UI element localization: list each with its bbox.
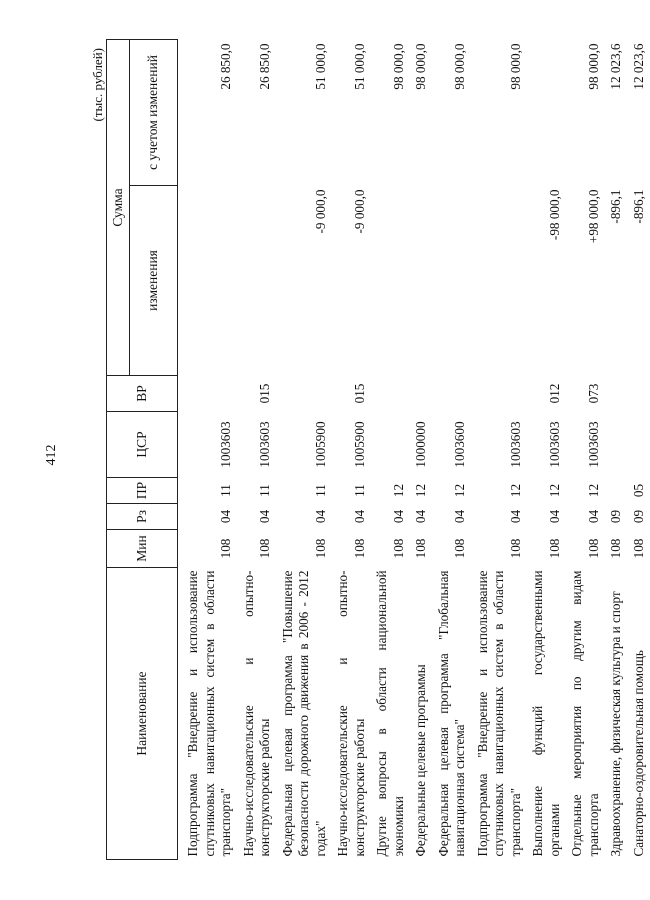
table-row xyxy=(182,39,238,859)
table-row xyxy=(433,39,472,859)
row-name: Федеральная целевая программа "Глобальная навигационная система" xyxy=(435,570,467,857)
row-pr: 11 xyxy=(351,484,367,497)
row-csr xyxy=(628,412,650,478)
row-rz: 04 xyxy=(546,509,562,524)
row-rz: 09 xyxy=(630,509,646,524)
header-with-change: с учетом изменений xyxy=(130,39,178,185)
table-row xyxy=(371,39,410,859)
row-total: 98 000,0 xyxy=(390,43,406,90)
row-min: 108 xyxy=(608,538,623,559)
row-min: 108 xyxy=(413,538,428,559)
row-vr: 012 xyxy=(546,383,562,404)
row-vr: 015 xyxy=(257,383,272,404)
row-rz: 04 xyxy=(218,509,233,524)
row-change: -896,1 xyxy=(608,189,623,224)
row-min: 108 xyxy=(546,538,562,559)
row-total: 98 000,0 xyxy=(585,43,601,90)
row-name: Подпрограмма "Внедрение и использование спутниковых навигационных систем в области транспорта" xyxy=(474,570,523,857)
row-min: 108 xyxy=(218,538,233,559)
document-sheet xyxy=(90,40,646,860)
row-total: 98 000,0 xyxy=(507,43,523,90)
row-csr: 1003603 xyxy=(218,421,233,468)
header-pr: ПР xyxy=(107,478,178,504)
table-row xyxy=(566,39,605,859)
table-row xyxy=(410,39,433,859)
row-min: 108 xyxy=(257,538,272,559)
row-rz: 09 xyxy=(608,509,623,524)
row-pr xyxy=(605,478,628,504)
row-csr: 1005900 xyxy=(312,421,328,468)
row-pr: 12 xyxy=(546,483,562,498)
table-body xyxy=(178,39,650,859)
table-row xyxy=(628,39,650,859)
row-total: 98 000,0 xyxy=(413,43,428,90)
row-pr: 12 xyxy=(507,483,523,498)
budget-table xyxy=(106,39,650,860)
table-row xyxy=(277,39,333,859)
row-pr: 11 xyxy=(312,484,328,497)
units-label: (тыс. рублей) xyxy=(90,48,105,122)
header-csr: ЦСР xyxy=(107,412,178,478)
row-vr xyxy=(182,376,238,412)
row-change: -9 000,0 xyxy=(312,189,328,234)
row-min: 108 xyxy=(507,538,523,559)
header-rz: Рз xyxy=(107,504,178,530)
row-change: -9 000,0 xyxy=(351,189,367,234)
row-name: Подпрограмма "Внедрение и использование спутниковых навигационных систем в области транспорта" xyxy=(185,570,233,857)
row-change xyxy=(182,186,238,376)
row-total: 12 023,6 xyxy=(630,43,646,90)
page-number: 412 xyxy=(44,444,59,466)
row-rz: 04 xyxy=(351,509,367,524)
row-csr: 1000000 xyxy=(413,421,428,468)
header-change: изменения xyxy=(130,186,178,376)
header-sum: Сумма xyxy=(107,39,130,375)
row-name: Выполнение функций государственными органами xyxy=(530,570,562,857)
row-name: Федеральная целевая программа "Повышение безопасности дорожного движения в 2006 - 2012 годах" xyxy=(279,570,328,857)
row-total: 26 850,0 xyxy=(257,43,272,90)
row-rz: 04 xyxy=(452,509,467,524)
row-change: -896,1 xyxy=(630,189,646,224)
row-csr: 1003603 xyxy=(507,421,523,468)
row-min: 108 xyxy=(452,538,467,559)
row-vr: 015 xyxy=(351,383,367,404)
row-pr: 12 xyxy=(390,483,406,498)
row-min: 108 xyxy=(351,538,367,559)
row-csr xyxy=(371,412,410,478)
row-total: 51 000,0 xyxy=(312,43,328,90)
row-name: Здравоохранение, физическая культура и спорт xyxy=(608,591,623,857)
row-vr xyxy=(433,376,472,412)
row-vr: 073 xyxy=(585,383,601,404)
row-rz: 04 xyxy=(413,509,428,524)
row-change xyxy=(433,186,472,376)
row-vr xyxy=(605,376,628,412)
row-csr: 1005900 xyxy=(351,421,367,468)
header-vr: ВР xyxy=(107,376,178,412)
row-min: 108 xyxy=(390,538,406,559)
row-total: 98 000,0 xyxy=(452,43,467,90)
row-min: 108 xyxy=(630,538,646,559)
row-rz: 04 xyxy=(585,509,601,524)
row-name: Другие вопросы в области национальной экономики xyxy=(374,570,406,857)
row-pr: 05 xyxy=(630,483,646,498)
header-min: Мин xyxy=(107,530,178,568)
row-pr: 11 xyxy=(218,484,233,497)
row-pr: 12 xyxy=(413,483,428,498)
row-name: Научно-исследовательские и опытно-конструкторские работы xyxy=(335,570,367,857)
row-change xyxy=(410,186,433,376)
row-csr xyxy=(605,412,628,478)
row-csr: 1003603 xyxy=(257,421,272,468)
header-name: Наименование xyxy=(107,568,178,860)
row-csr: 1003603 xyxy=(585,421,601,468)
row-change xyxy=(371,186,410,376)
row-min: 108 xyxy=(312,538,328,559)
row-vr xyxy=(371,376,410,412)
table-header xyxy=(107,39,178,859)
table-row xyxy=(332,39,371,859)
row-total xyxy=(527,39,566,185)
row-rz: 04 xyxy=(390,509,406,524)
row-name: Федеральные целевые программы xyxy=(413,664,428,857)
row-total: 51 000,0 xyxy=(351,43,367,90)
row-rz: 04 xyxy=(257,509,272,524)
row-change xyxy=(472,186,528,376)
row-pr: 11 xyxy=(257,484,272,497)
row-csr: 1003600 xyxy=(452,421,467,468)
row-total: 26 850,0 xyxy=(218,43,233,90)
table-row xyxy=(527,39,566,859)
row-min: 108 xyxy=(585,538,601,559)
table-row xyxy=(605,39,628,859)
row-rz: 04 xyxy=(507,509,523,524)
row-csr: 1003603 xyxy=(546,421,562,468)
row-change: -98 000,0 xyxy=(546,189,562,241)
row-name: Отдельные мероприятия по другим видам транспорта xyxy=(569,570,601,857)
row-name: Научно-исследовательские и опытно-конструкторские работы xyxy=(240,570,272,857)
row-total: 12 023,6 xyxy=(608,43,623,90)
row-pr: 12 xyxy=(585,483,601,498)
row-change xyxy=(238,186,277,376)
row-vr xyxy=(277,376,333,412)
row-pr: 12 xyxy=(452,483,467,498)
row-vr xyxy=(628,376,650,412)
table-row xyxy=(472,39,528,859)
row-rz: 04 xyxy=(312,509,328,524)
row-name: Санаторно-оздоровительная помощь xyxy=(630,650,646,857)
row-change: +98 000,0 xyxy=(585,189,601,244)
table-row xyxy=(238,39,277,859)
row-vr xyxy=(410,376,433,412)
row-vr xyxy=(472,376,528,412)
